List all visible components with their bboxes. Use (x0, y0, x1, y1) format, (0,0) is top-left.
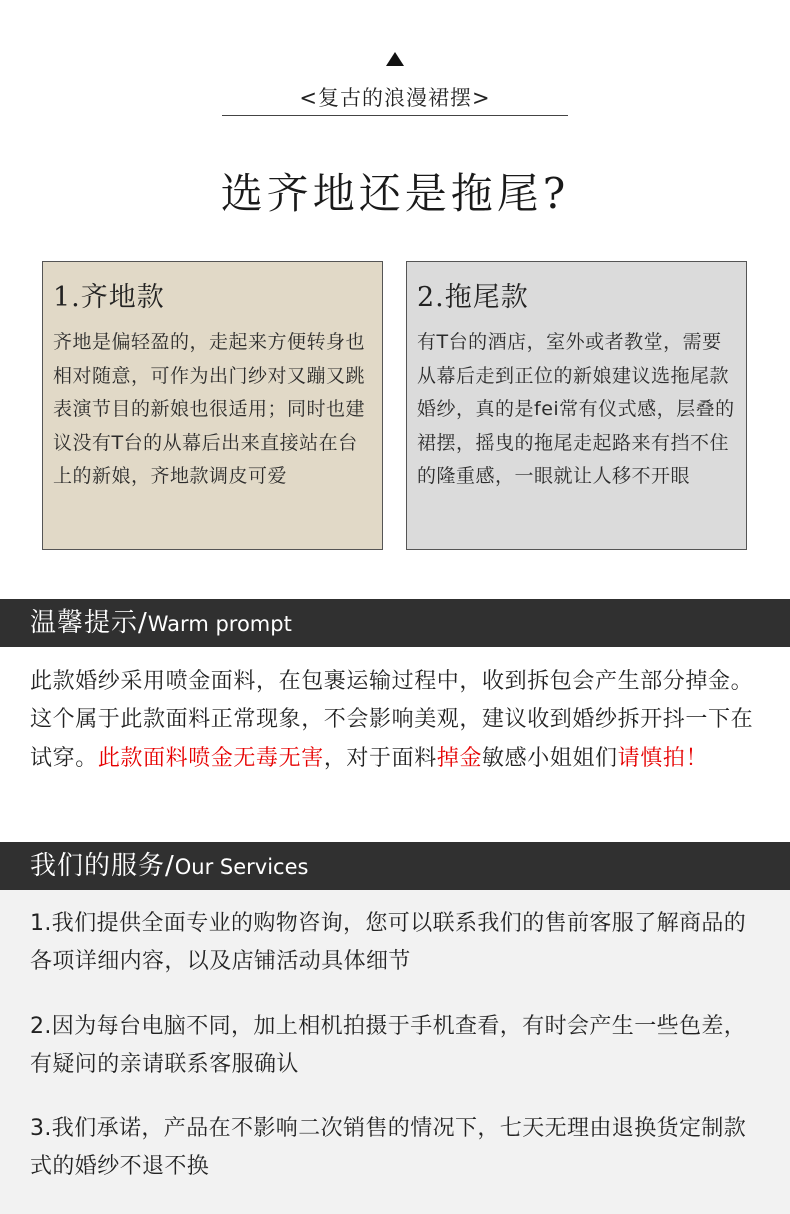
card-floor-length (42, 261, 383, 550)
card-title: 2.拖尾款 (417, 282, 529, 313)
card-title: 1.齐地款 (53, 282, 165, 313)
section-heading-cn: 温馨提示/ (30, 608, 148, 638)
warm-prompt-header (0, 599, 790, 647)
section-heading-en: Our Services (174, 855, 309, 879)
notice-text: 此款婚纱采用喷金面料，在包裹运输过程中，收到拆包会产生部分掉金。这个属于此款面料正常现象，不会影响美观，建议收到婚纱拆开抖一下在试穿。 (30, 669, 754, 771)
notice-highlight: 掉金 (436, 745, 483, 771)
card-train (406, 261, 747, 550)
page-title: 选齐地还是拖尾? (220, 169, 570, 218)
notice-text: 敏感小姐姐们 (482, 745, 618, 771)
section-heading-cn: 我们的服务/ (30, 851, 175, 881)
triangle-up-icon (386, 52, 404, 66)
subtitle-divider (222, 115, 568, 116)
service-item: 3.我们承诺，产品在不影响二次销售的情况下，七天无理由退换货定制款式的婚纱不退不换 (30, 1116, 747, 1179)
card-description: 齐地是偏轻盈的，走起来方便转身也相对随意，可作为出门纱对又蹦又跳表演节目的新娘也很适用；同时也建议没有T台的从幕后出来直接站在台上的新娘，齐地款调皮可爱 (53, 331, 366, 487)
card-description: 有T台的酒店，室外或者教堂，需要从幕后走到正位的新娘建议选拖尾款婚纱，真的是fei常有仪式感，层叠的裙摆，摇曳的拖尾走起路来有挡不住的隆重感，一眼就让人移不开眼 (417, 331, 735, 487)
notice-highlight: 此款面料喷金无毒无害 (97, 745, 324, 771)
notice-highlight: 请慎拍！ (617, 745, 709, 771)
notice-text: ，对于面料 (323, 745, 437, 771)
section-subtitle: <复古的浪漫裙摆> (299, 86, 491, 110)
services-header (0, 842, 790, 890)
service-item: 2.因为每台电脑不同，加上相机拍摄于手机查看，有时会产生一些色差，有疑问的亲请联系客服确认 (30, 1014, 747, 1077)
warm-prompt-text (30, 663, 765, 778)
intro-section (0, 0, 790, 598)
service-item: 1.我们提供全面专业的购物咨询，您可以联系我们的售前客服了解商品的各项详细内容，以及店铺活动具体细节 (30, 911, 747, 974)
section-heading-en: Warm prompt (147, 612, 292, 636)
